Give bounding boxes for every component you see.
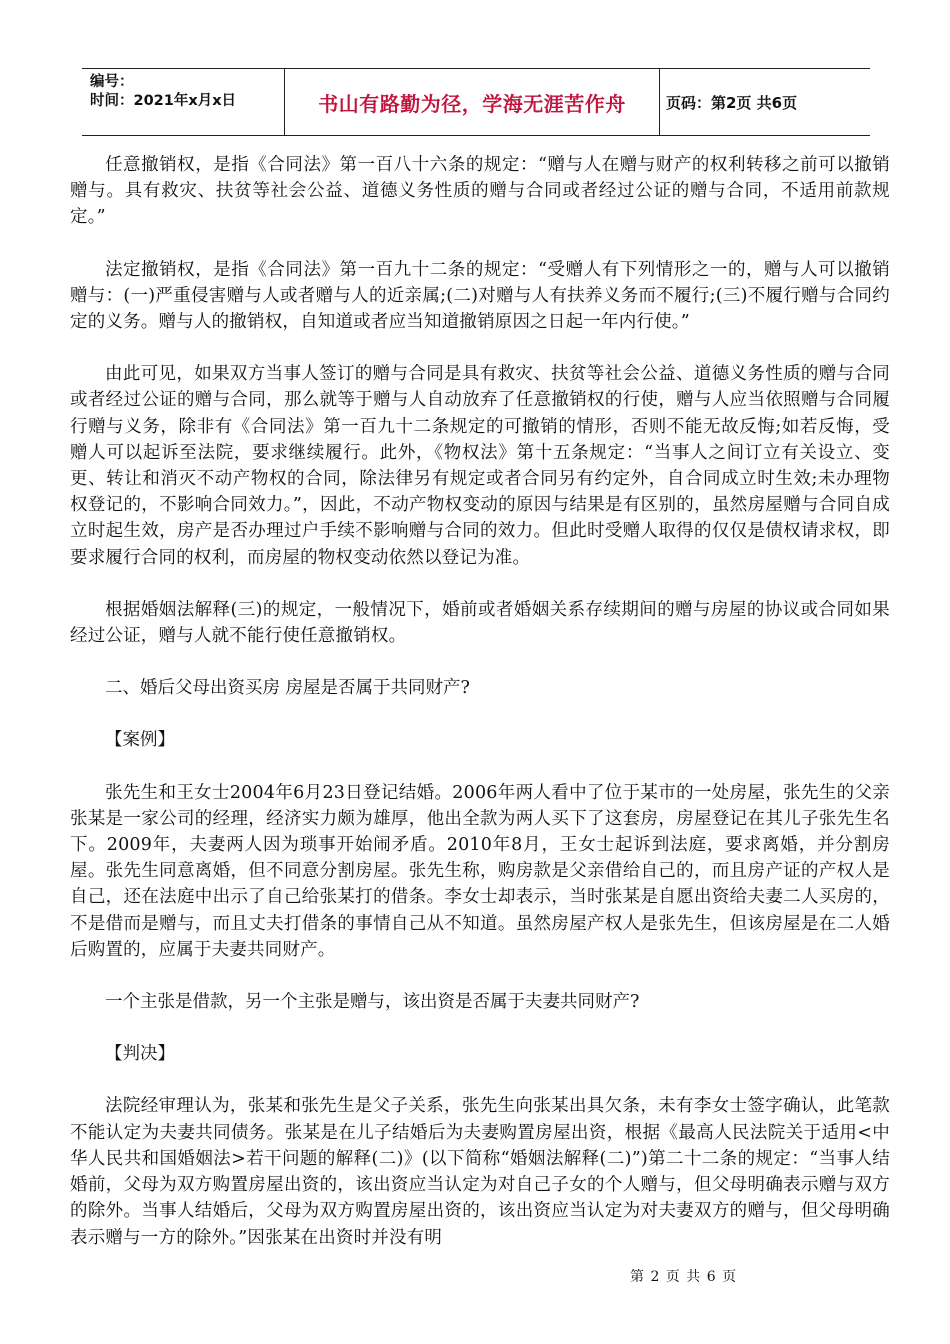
case-heading: 【案例】 bbox=[105, 730, 175, 751]
header-motto: 书山有路勤为径，学海无涯苦作舟 bbox=[285, 69, 660, 135]
paragraph-arbitrary-revocation: 任意撤销权，是指《合同法》第一百八十六条的规定：“赠与人在赠与财产的权利转移之前可以撤销赠与。具有救灾、扶贫等社会公益、道德义务性质的赠与合同或者经过公证的赠与合同，不适用前款规定。” bbox=[70, 155, 890, 228]
header-meta bbox=[82, 69, 285, 135]
document-header bbox=[82, 68, 870, 136]
judgment-heading: 【判决】 bbox=[105, 1044, 175, 1065]
header-page-label: 页码：第2页 共6页 bbox=[666, 93, 798, 112]
paragraph-marriage-law-interpretation: 根据婚姻法解释(三)的规定，一般情况下，婚前或者婚姻关系存续期间的赠与房屋的协议或合同如果经过公证，赠与人就不能行使任意撤销权。 bbox=[70, 599, 890, 647]
paragraph-analysis: 由此可见，如果双方当事人签订的赠与合同是具有救灾、扶贫等社会公益、道德义务性质的赠与合同或者经过公证的赠与合同，那么就等于赠与人自动放弃了任意撤销权的行使，赠与人应当依照赠与合同履行赠与义务，除非有《合同法》第一百九十二条规定的可撤销的情形，否则不能无故反悔;如若反悔，受赠人可以起诉至法院，要求继续履行。此外，《物权法》第十五条规定：“当事人之间订立有关设立、变更、转让和消灭不动产物权的合同，除法律另有规定或者合同另有约定外，自合同成立时生效;未办理物权登记的，不影响合同效力。”，因此，不动产物权变动的原因与结果是有区别的，虽然房屋赠与合同自成立时起生效，房产是否办理过户手续不影响赠与合同的效力。但此时受赠人取得的仅仅是债权请求权，即要求履行合同的权利，而房屋的物权变动依然以登记为准。 bbox=[70, 364, 890, 568]
paragraph-case: 张先生和王女士2004年6月23日登记结婚。2006年两人看中了位于某市的一处房屋，张先生的父亲张某是一家公司的经理，经济实力颇为雄厚，他出全款为两人买下了这套房，房屋登记在其儿子张先生名下。2009年，夫妻两人因为琐事开始闹矛盾。2010年8月，王女士起诉到法庭，要求离婚，并分割房屋。张先生同意离婚，但不同意分割房屋。张先生称，购房款是父亲借给自己的，而且房产证的产权人是自己，还在法庭中出示了自己给张某打的借条。李女士却表示，当时张某是自愿出资给夫妻二人买房的，不是借而是赠与，而且丈夫打借条的事情自己从不知道。虽然房屋产权人是张先生，但该房屋是在二人婚后购置的，应属于夫妻共同财产。 bbox=[70, 782, 890, 960]
paragraph-statutory-revocation: 法定撤销权，是指《合同法》第一百九十二条的规定：“受赠人有下列情形之一的，赠与人可以撤销赠与：(一)严重侵害赠与人或者赠与人的近亲属;(二)对赠与人有扶养义务而不履行;(三)不履行赠与合同约定的义务。赠与人的撤销权，自知道或者应当知道撤销原因之日起一年内行使。” bbox=[70, 259, 890, 333]
page-footer: 第 2 页 共 6 页 bbox=[630, 1269, 738, 1285]
section-heading: 二、婚后父母出资买房 房屋是否属于共同财产? bbox=[105, 678, 470, 699]
time-label: 时间：2021年x月x日 bbox=[90, 93, 237, 109]
document-body bbox=[70, 152, 890, 1277]
number-label: 编号： bbox=[90, 74, 134, 90]
question-line: 一个主张是借款，另一个主张是赠与，该出资是否属于夫妻共同财产? bbox=[105, 992, 640, 1013]
paragraph-judgment: 法院经审理认为，张某和张先生是父子关系，张先生向张某出具欠条，未有李女士签字确认，此笔款不能认定为夫妻共同债务。张某是在儿子结婚后为夫妻购置房屋出资，根据《最高人民法院关于适用<中华人民共和国婚姻法>若干问题的解释(二)》(以下简称“婚姻法解释(二)”)第二十二条的规定：“当事人结婚前，父母为双方购置房屋出资的，该出资应当认定为对自己子女的个人赠与，但父母明确表示赠与双方的除外。当事人结婚后，父母为双方购置房屋出资的，该出资应当认定为对夫妻双方的赠与，但父母明确表示赠与一方的除外。”因张某在出资时并没有明 bbox=[70, 1096, 890, 1248]
